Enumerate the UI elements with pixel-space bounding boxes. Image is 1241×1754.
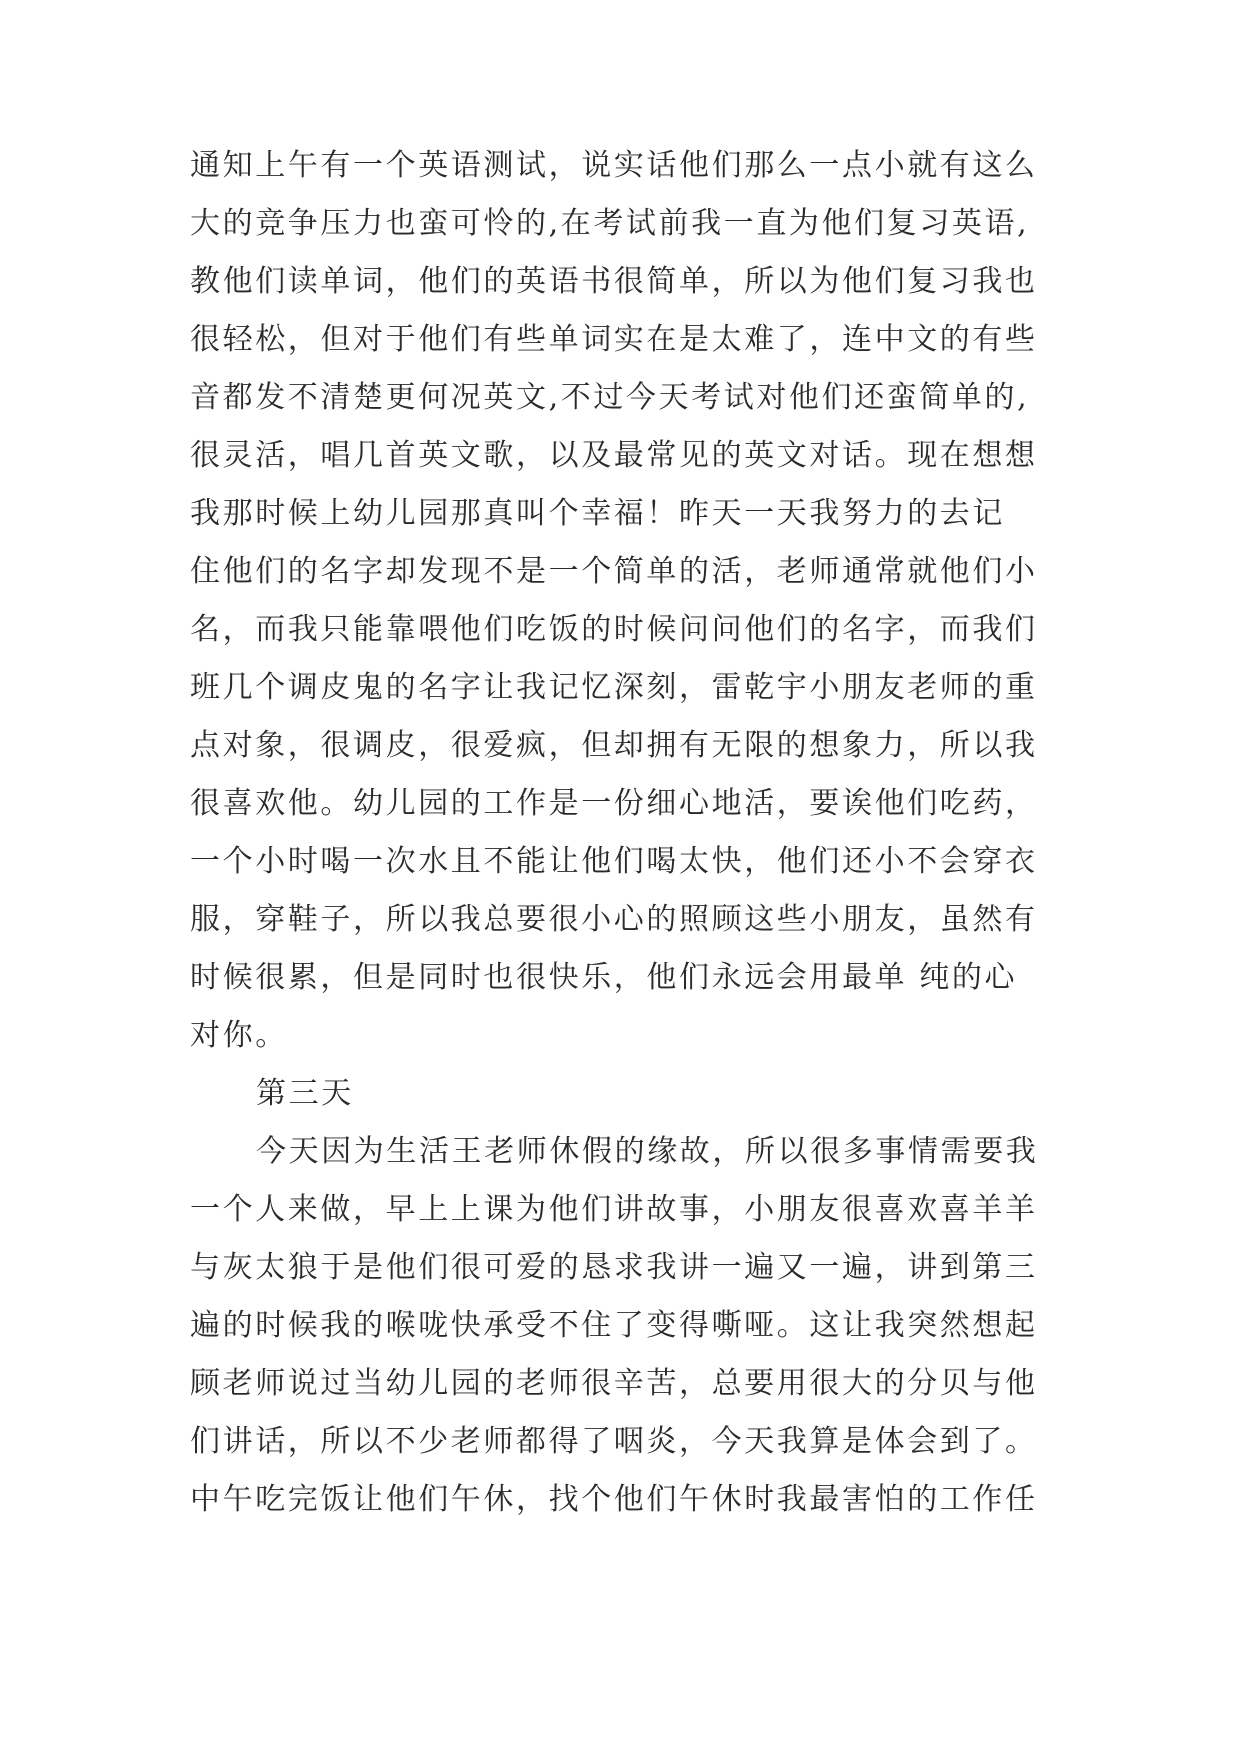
text-line: 住他们的名字却发现不是一个简单的活，老师通常就他们小 bbox=[190, 554, 1038, 589]
text-line: 时候很累，但是同时也很快乐，他们永远会用最单 纯的心 bbox=[190, 960, 1018, 995]
text-line: 对你。 bbox=[190, 1018, 288, 1053]
text-line: 音都发不清楚更何况英文,不过今天考试对他们还蛮简单的, bbox=[190, 380, 1030, 415]
text-line: 们讲话，所以不少老师都得了咽炎，今天我算是体会到了。 bbox=[190, 1424, 1038, 1459]
text-line: 很灵活，唱几首英文歌，以及最常见的英文对话。现在想想 bbox=[190, 438, 1038, 473]
text-line: 与灰太狼于是他们很可爱的恳求我讲一遍又一遍，讲到第三 bbox=[190, 1250, 1038, 1285]
text-line: 点对象，很调皮，很爱疯，但却拥有无限的想象力，所以我 bbox=[190, 728, 1038, 763]
text-line: 一个小时喝一次水且不能让他们喝太快，他们还小不会穿衣 bbox=[190, 844, 1038, 879]
text-line: 我那时候上幼儿园那真叫个幸福！昨天一天我努力的去记 bbox=[190, 496, 1005, 531]
text-line: 一个人来做，早上上课为他们讲故事，小朋友很喜欢喜羊羊 bbox=[190, 1192, 1038, 1227]
text-line: 通知上午有一个英语测试，说实话他们那么一点小就有这么 bbox=[190, 148, 1038, 183]
text-line: 遍的时候我的喉咙快承受不住了变得嘶哑。这让我突然想起 bbox=[190, 1308, 1038, 1343]
text-line: 服，穿鞋子，所以我总要很小心的照顾这些小朋友，虽然有 bbox=[190, 902, 1038, 937]
text-line: 中午吃完饭让他们午休，找个他们午休时我最害怕的工作任 bbox=[190, 1482, 1038, 1517]
text-line: 今天因为生活王老师休假的缘故，所以很多事情需要我 bbox=[256, 1134, 1039, 1169]
text-line: 名，而我只能靠喂他们吃饭的时候问问他们的名字，而我们 bbox=[190, 612, 1038, 647]
text-line: 很轻松，但对于他们有些单词实在是太难了，连中文的有些 bbox=[190, 322, 1038, 357]
text-line: 教他们读单词，他们的英语书很简单，所以为他们复习我也 bbox=[190, 264, 1038, 299]
text-line: 大的竞争压力也蛮可怜的,在考试前我一直为他们复习英语, bbox=[190, 206, 1030, 241]
text-line: 顾老师说过当幼儿园的老师很辛苦，总要用很大的分贝与他 bbox=[190, 1366, 1038, 1401]
text-line: 很喜欢他。幼儿园的工作是一份细心地活，要诶他们吃药， bbox=[190, 786, 1038, 821]
text-line: 班几个调皮鬼的名字让我记忆深刻，雷乾宇小朋友老师的重 bbox=[190, 670, 1038, 705]
section-heading: 第三天 bbox=[256, 1076, 354, 1111]
